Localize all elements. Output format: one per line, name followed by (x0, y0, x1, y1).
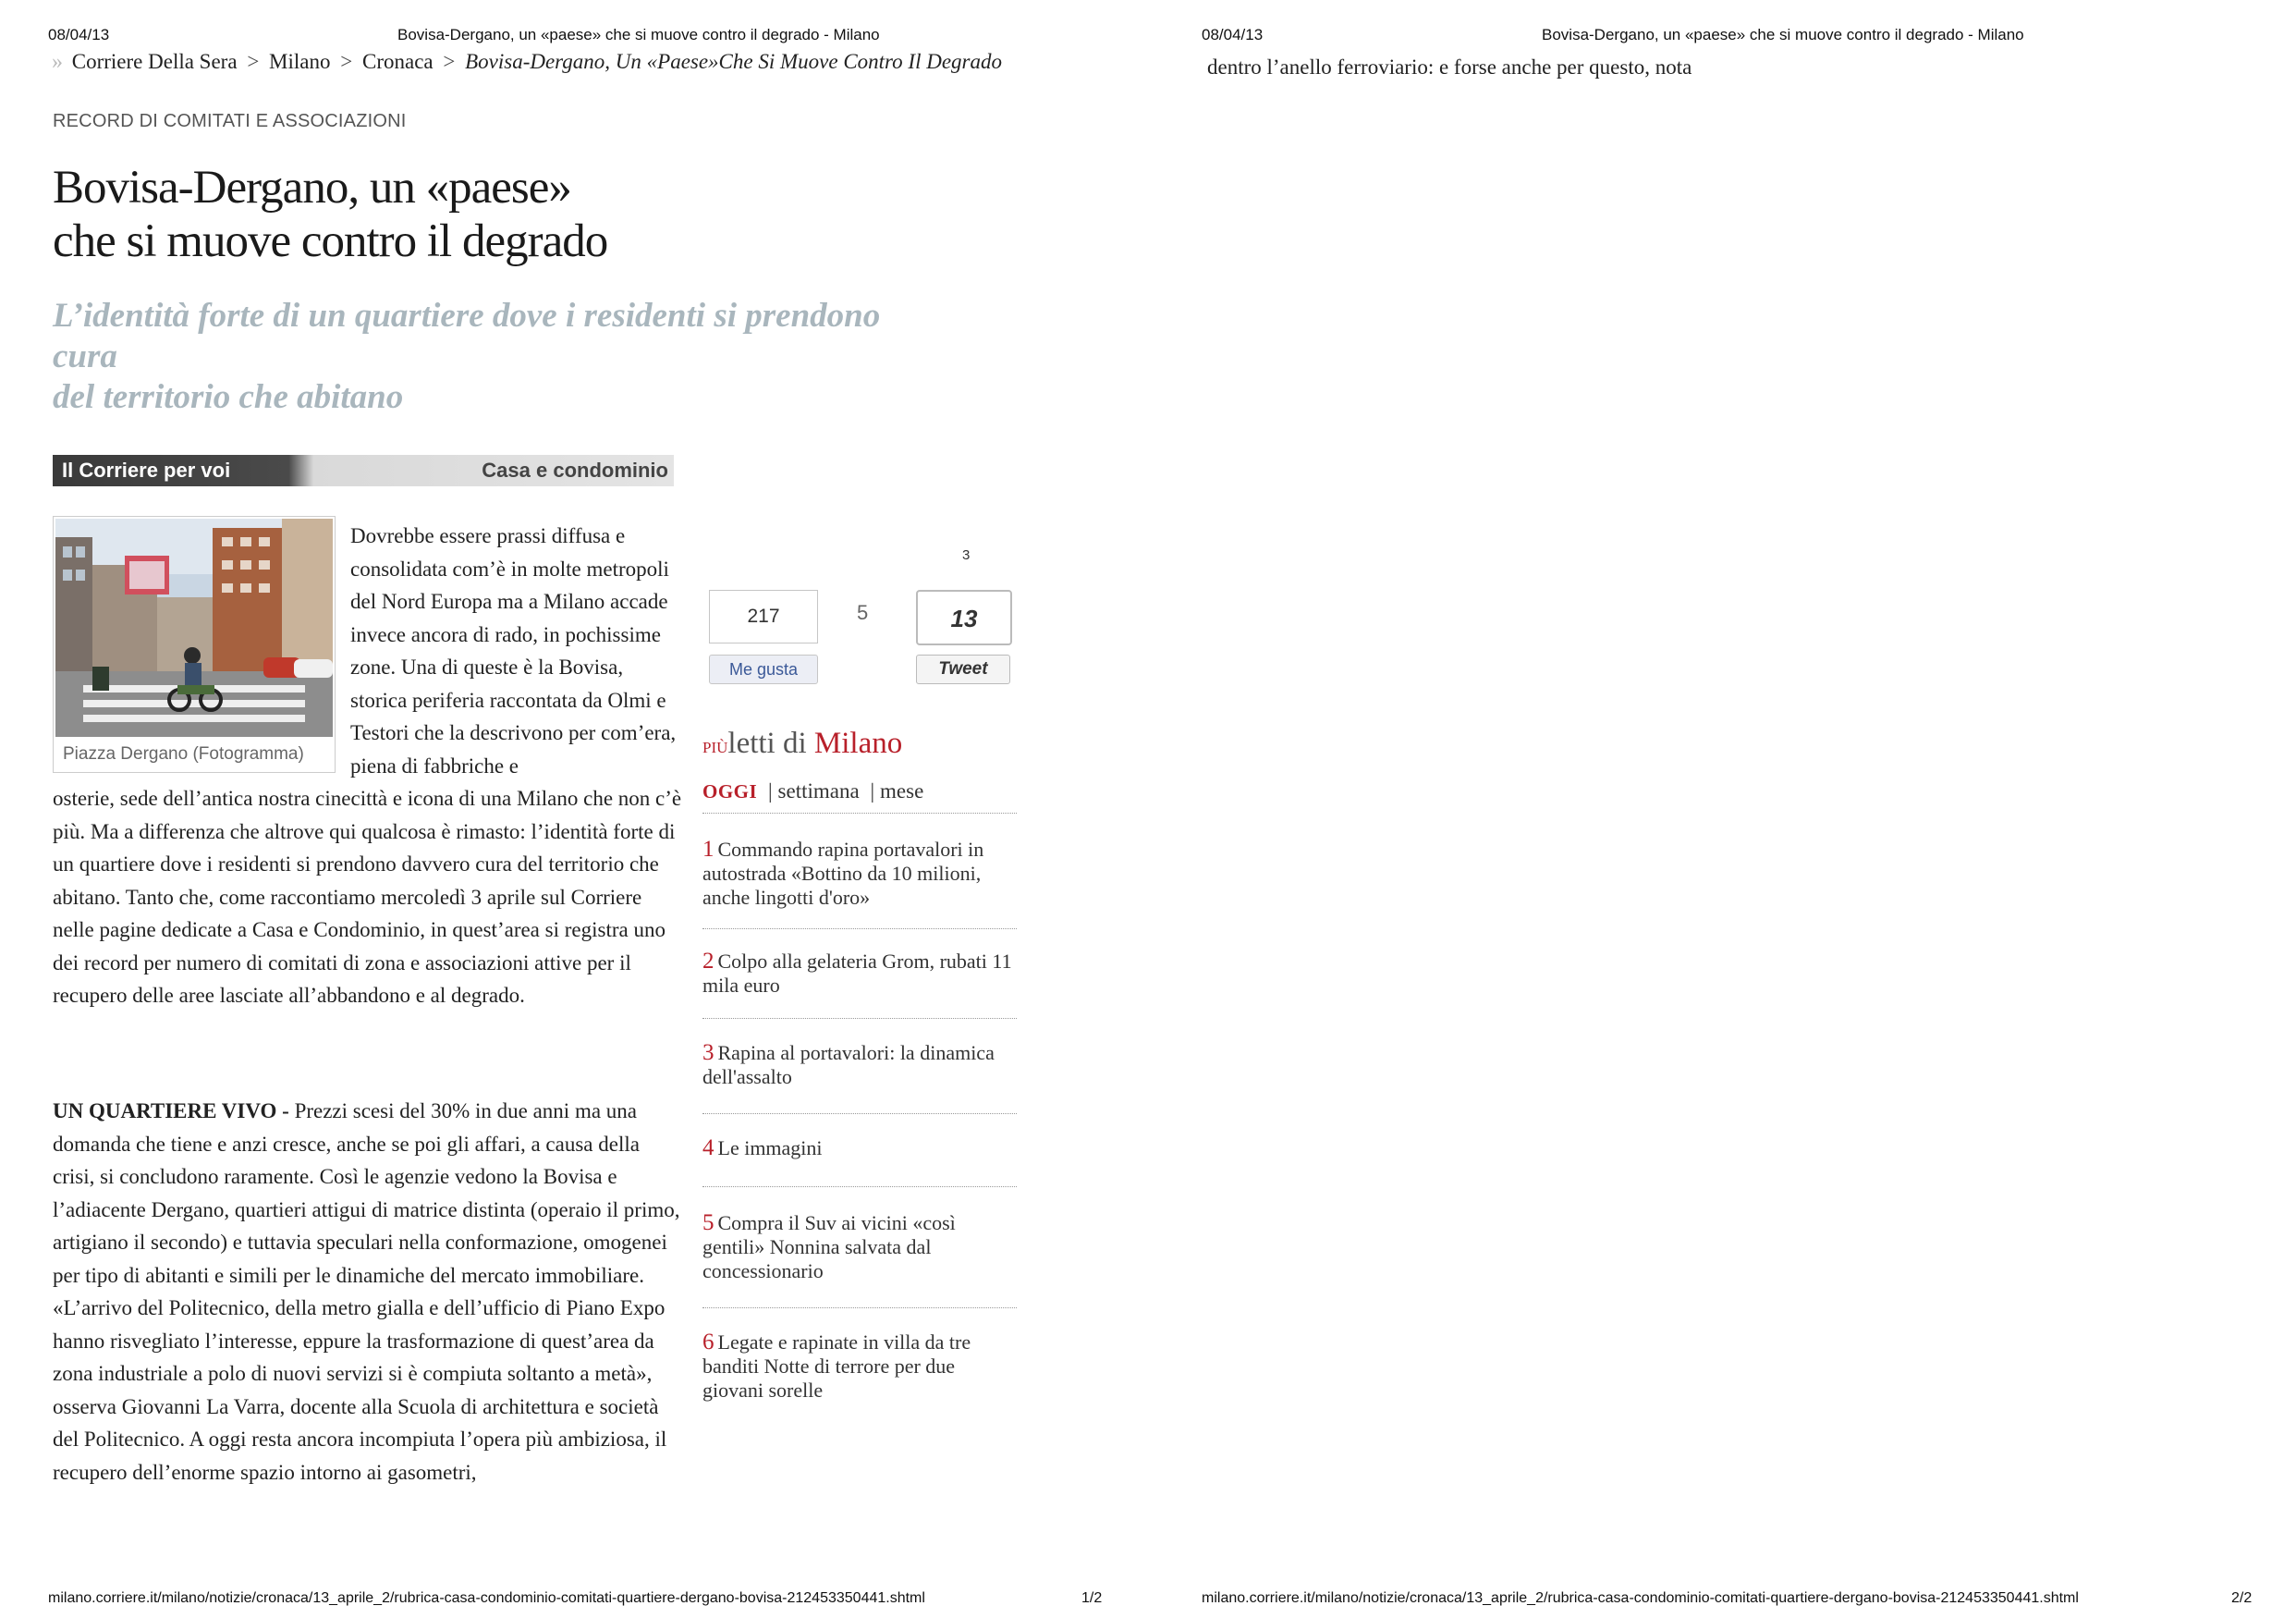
item-rank: 3 (702, 1040, 714, 1065)
list-item[interactable] (702, 1187, 1017, 1308)
article-headline (53, 161, 885, 268)
breadcrumb-item-corriere[interactable]: Corriere Della Sera (71, 50, 238, 73)
breadcrumb-separator: > (247, 50, 260, 73)
print-header-title: Bovisa-Dergano, un «paese» che si muove contro il degrado - Milano (397, 26, 880, 43)
banner-right-label: Casa e condominio (482, 459, 668, 482)
list-item[interactable] (702, 929, 1017, 1019)
article-paragraph-2 (53, 1095, 683, 1489)
breadcrumb (52, 50, 1002, 75)
most-read-title-piu: più (702, 734, 728, 758)
corriere-per-voi-banner[interactable] (53, 455, 674, 486)
tweet-top-count: 3 (962, 547, 971, 563)
breadcrumb-arrow-icon: » (52, 50, 63, 74)
print-header-date: 08/04/13 (48, 26, 110, 43)
tab-separator: | (870, 779, 875, 803)
breadcrumb-separator: > (340, 50, 353, 73)
share-count: 5 (857, 601, 869, 624)
most-read-title-letti: letti (727, 727, 776, 760)
most-read-title (702, 727, 1017, 761)
headline-line-2: che si muove contro il degrado (53, 215, 608, 267)
print-footer-page-number: 2/2 (2231, 1590, 2253, 1606)
paragraph-2-text: Prezzi scesi del 30% in due anni ma una domanda che tiene e anzi cresce, anche se poi gli affari, a causa della crisi, si concludono raramente. Così le agenzie vedono la Bovisa e l’adiacente Dergano, quartieri attigui di matrice distinta (operaio il primo, artigiano il secondo) e tuttavia speculari nella conformazione, omogenei per tipo di abitanti e simili per le dinamiche del mercato immobiliare. «L’arrivo del Politecnico, della metro gialla e dell’ufficio di Piano Expo hanno risvegliato l’interesse, eppure la trasformazione di quest’area da zona industriale a polo di nuovi servizi si è compiuta soltanto a metà», osserva Giovanni La Varra, docente alla Scuola di architettura e società del Politecnico. A oggi resta ancora incompiuta l’opera più ambiziosa, il recupero dell’enorme spazio intorno ai gasometri, (53, 1099, 680, 1484)
most-read-tabs (702, 779, 1017, 814)
tab-separator: | (767, 779, 773, 803)
article-paragraph-1-continued: osterie, sede dell’antica nostra cinecittà e icona di una Milano che non c’è più. Ma a differenza che altrove qui qualcosa è rimasto: l’identità forte di un quartiere dove i residenti si prendono davvero cura del territorio che abitano. Tanto che, come raccontiamo mercoledì 3 aprile sul Corriere nelle pagine dedicate a Casa e Condominio, in quest’area si registra uno dei record per numero di comitati di zona e associazioni attive per il recupero delle aree lasciate all’abbandono e al degrado. (53, 787, 682, 1007)
facebook-like-count: 217 (747, 606, 780, 627)
tweet-count-box (916, 590, 1012, 645)
breadcrumb-current: Bovisa-Dergano, Un «Paese»Che Si Muove Contro Il Degrado (465, 50, 1002, 73)
tweet-button[interactable]: Tweet (916, 655, 1010, 684)
most-read-title-city: Milano (813, 727, 903, 760)
print-footer-url: milano.corriere.it/milano/notizie/cronaca/13_aprile_2/rubrica-casa-condominio-comitati-quartiere-dergano-bovisa-212453350441.shtml (48, 1590, 925, 1606)
print-header-title: Bovisa-Dergano, un «paese» che si muove contro il degrado - Milano (1542, 26, 2024, 43)
list-item[interactable] (702, 1308, 1017, 1403)
photo-caption: Piazza Dergano (Fotogramma) (63, 744, 304, 764)
banner-left-label: Il Corriere per voi (62, 459, 231, 482)
print-footer-page-number: 1/2 (1081, 1590, 1103, 1606)
item-title: Compra il Suv ai vicini «così gentili» Nonnina salvata dal concessionario (702, 1211, 956, 1282)
breadcrumb-item-milano[interactable]: Milano (269, 50, 331, 73)
deck-line-3: del territorio che abitano (53, 378, 404, 416)
article-kicker: RECORD DI COMITATI E ASSOCIAZIONI (53, 111, 407, 131)
article-paragraph-1-side: Dovrebbe essere prassi diffusa e consolidata com’è in molte metropoli del Nord Europa ma a Milano accade invece ancora di rado, in pochissime zone. Una di queste è la Bovisa, storica periferia raccontata da Olmi e Testori che la descrivono per com’era, piena di fabbriche e (350, 524, 677, 778)
article-photo[interactable] (55, 519, 333, 737)
list-item[interactable] (702, 1019, 1017, 1114)
article-continuation: dentro l’anello ferroviario: e forse anche per questo, nota (1207, 55, 1692, 79)
print-footer-url: milano.corriere.it/milano/notizie/cronaca/13_aprile_2/rubrica-casa-condominio-comitati-quartiere-dergano-bovisa-212453350441.shtml (1202, 1590, 2079, 1606)
most-read-list (702, 814, 1017, 1403)
headline-line-1: Bovisa-Dergano, un «paese» (53, 162, 571, 214)
item-title: Commando rapina portavalori in autostrada «Bottino da 10 milioni, anche lingotti d'oro» (702, 838, 984, 909)
print-page-2 (1148, 0, 2296, 1618)
item-title: Rapina al portavalori: la dinamica dell'assalto (702, 1041, 995, 1088)
item-rank: 6 (702, 1330, 714, 1354)
deck-line-1: L’identità forte di un quartiere dove i residenti si prendono (53, 297, 881, 335)
print-header-date: 08/04/13 (1202, 26, 1264, 43)
item-title: Le immagini (717, 1136, 823, 1159)
tab-settimana[interactable]: settimana (777, 779, 860, 803)
tab-oggi[interactable]: OGGI (702, 780, 758, 803)
item-rank: 2 (702, 949, 714, 974)
item-rank: 4 (702, 1135, 714, 1160)
street-photo-illustration (55, 519, 333, 737)
most-read-widget (702, 727, 1017, 1403)
article-deck (53, 296, 977, 418)
facebook-like-count-box (709, 590, 818, 644)
item-rank: 1 (702, 837, 714, 862)
item-rank: 5 (702, 1210, 714, 1235)
article-photo-figure (53, 516, 336, 773)
section-lead: UN QUARTIERE VIVO - (53, 1099, 289, 1122)
tweet-count: 13 (950, 605, 978, 632)
tab-mese[interactable]: mese (880, 779, 924, 803)
list-item[interactable] (702, 814, 1017, 929)
facebook-like-button[interactable]: Me gusta (709, 655, 818, 684)
most-read-title-di: di (782, 727, 807, 760)
list-item[interactable] (702, 1114, 1017, 1187)
breadcrumb-item-cronaca[interactable]: Cronaca (361, 50, 434, 73)
item-title: Legate e rapinate in villa da tre banditi Notte di terrore per due giovani sorelle (702, 1330, 971, 1402)
breadcrumb-separator: > (443, 50, 456, 73)
item-title: Colpo alla gelateria Grom, rubati 11 mila euro (702, 950, 1012, 997)
social-share-widget (709, 545, 1014, 693)
deck-line-2: cura (53, 337, 117, 375)
